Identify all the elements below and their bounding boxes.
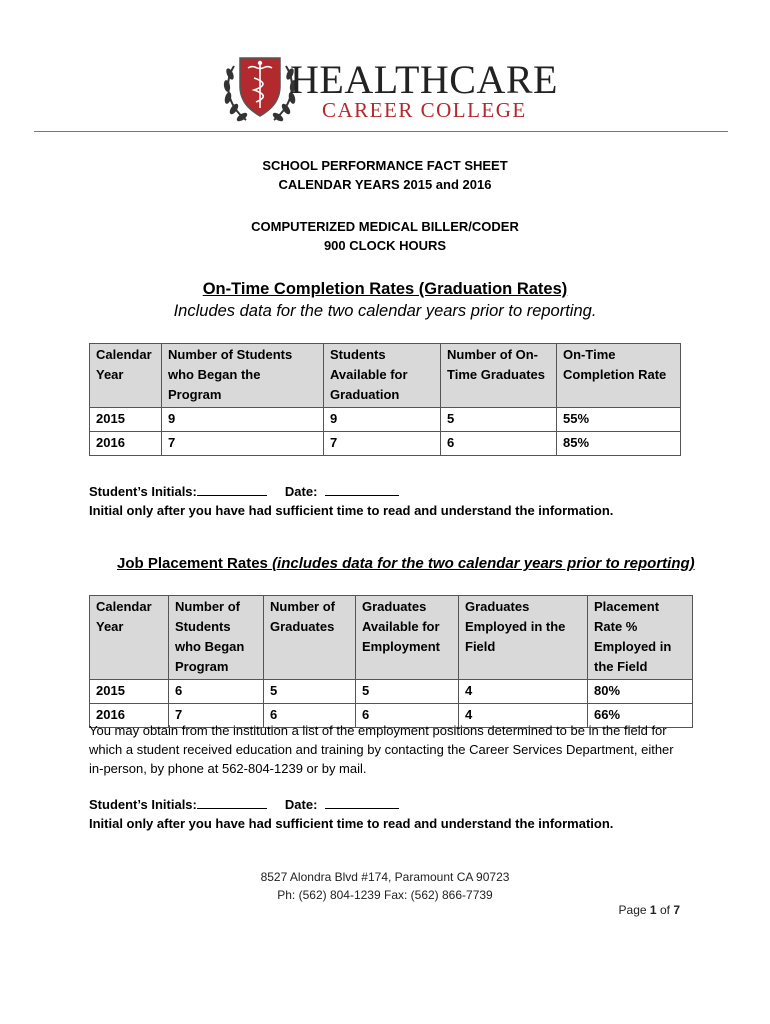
initials-line xyxy=(89,482,613,501)
program-name: COMPUTERIZED MEDICAL BILLER/CODER xyxy=(251,219,519,234)
column-header: Students Available for Graduation xyxy=(324,344,441,408)
table-cell: 5 xyxy=(264,680,356,704)
brand-name-secondary: CAREER COLLEGE xyxy=(322,98,527,122)
table-cell: 2016 xyxy=(90,432,162,456)
header-divider xyxy=(34,131,728,132)
table-cell: 4 xyxy=(459,704,588,728)
table-cell: 4 xyxy=(459,680,588,704)
table-cell: 85% xyxy=(557,432,681,456)
date-field[interactable] xyxy=(325,483,399,496)
table-cell: 2015 xyxy=(90,408,162,432)
table-cell: 55% xyxy=(557,408,681,432)
table-row xyxy=(90,680,693,704)
table-cell: 6 xyxy=(441,432,557,456)
completion-section-title: On-Time Completion Rates (Graduation Rates) xyxy=(202,280,568,298)
table-cell: 7 xyxy=(162,432,324,456)
table-cell: 2015 xyxy=(90,680,169,704)
table-cell: 7 xyxy=(324,432,441,456)
table-cell: 80% xyxy=(588,680,693,704)
program-hours: 900 CLOCK HOURS xyxy=(323,238,447,253)
initials-label: Student’s Initials: xyxy=(89,797,197,812)
initials-field[interactable] xyxy=(197,796,267,809)
initials-instruction: Initial only after you have had sufficient time to read and understand the information. xyxy=(89,503,614,518)
table-cell: 6 xyxy=(264,704,356,728)
initials-line xyxy=(89,795,613,814)
placement-rates-table xyxy=(89,595,693,728)
college-logo xyxy=(220,48,560,128)
placement-title-main: Job Placement Rates xyxy=(117,555,273,572)
date-field[interactable] xyxy=(325,796,399,809)
table-cell: 9 xyxy=(162,408,324,432)
page-current: 1 xyxy=(649,903,657,917)
fact-sheet-title-line1: SCHOOL PERFORMANCE FACT SHEET xyxy=(262,158,508,173)
date-label: Date: xyxy=(284,797,318,812)
page-number xyxy=(619,903,680,917)
placement-note: You may obtain from the institution a list of the employment positions determined to be in the field for which a student received education and training by contacting the Career Services Department, either in-person, by phone at 562-804-1239 or by mail. xyxy=(89,723,674,776)
table-cell: 66% xyxy=(588,704,693,728)
table-cell: 2016 xyxy=(90,704,169,728)
fact-sheet-title xyxy=(0,156,770,194)
table-row xyxy=(90,408,681,432)
page-of: of xyxy=(659,903,670,917)
column-header: Calendar Year xyxy=(90,344,162,408)
footer-contact xyxy=(0,868,770,904)
column-header: Number of Graduates xyxy=(264,596,356,680)
initials-instruction: Initial only after you have had sufficient time to read and understand the information. xyxy=(89,816,614,831)
completion-section-subtitle: Includes data for the two calendar years prior to reporting. xyxy=(173,302,597,320)
column-header: Graduates Available for Employment xyxy=(356,596,459,680)
column-header: Number of Students who Began Program xyxy=(169,596,264,680)
table-cell: 6 xyxy=(169,680,264,704)
footer-address: 8527 Alondra Blvd #174, Paramount CA 90723 xyxy=(260,870,510,884)
initials-block xyxy=(89,795,613,833)
program-heading xyxy=(0,217,770,255)
table-row xyxy=(90,432,681,456)
column-header: Number of On-Time Graduates xyxy=(441,344,557,408)
footer-phones: Ph: (562) 804-1239 Fax: (562) 866-7739 xyxy=(277,888,493,902)
page-label: Page xyxy=(618,903,647,917)
fact-sheet-title-line2: CALENDAR YEARS 2015 and 2016 xyxy=(278,177,492,192)
initials-block xyxy=(89,482,613,520)
column-header: Graduates Employed in the Field xyxy=(459,596,588,680)
column-header: Number of Students who Began the Program xyxy=(162,344,324,408)
table-header-row xyxy=(90,596,693,680)
placement-section-title xyxy=(117,555,695,572)
table-cell: 7 xyxy=(169,704,264,728)
column-header: Placement Rate % Employed in the Field xyxy=(588,596,693,680)
page-total: 7 xyxy=(673,903,680,917)
date-label: Date: xyxy=(284,484,318,499)
column-header: Calendar Year xyxy=(90,596,169,680)
column-header: On-Time Completion Rate xyxy=(557,344,681,408)
initials-label: Student’s Initials: xyxy=(89,484,197,499)
table-cell: 9 xyxy=(324,408,441,432)
placement-title-qualifier: (includes data for the two calendar years prior to reporting) xyxy=(272,555,695,572)
caduceus-shield-icon xyxy=(220,48,300,128)
table-cell: 6 xyxy=(356,704,459,728)
table-cell: 5 xyxy=(441,408,557,432)
completion-rates-table xyxy=(89,343,681,456)
table-cell: 5 xyxy=(356,680,459,704)
brand-name-primary: HEALTHCARE xyxy=(290,57,558,102)
table-header-row xyxy=(90,344,681,408)
initials-field[interactable] xyxy=(197,483,267,496)
